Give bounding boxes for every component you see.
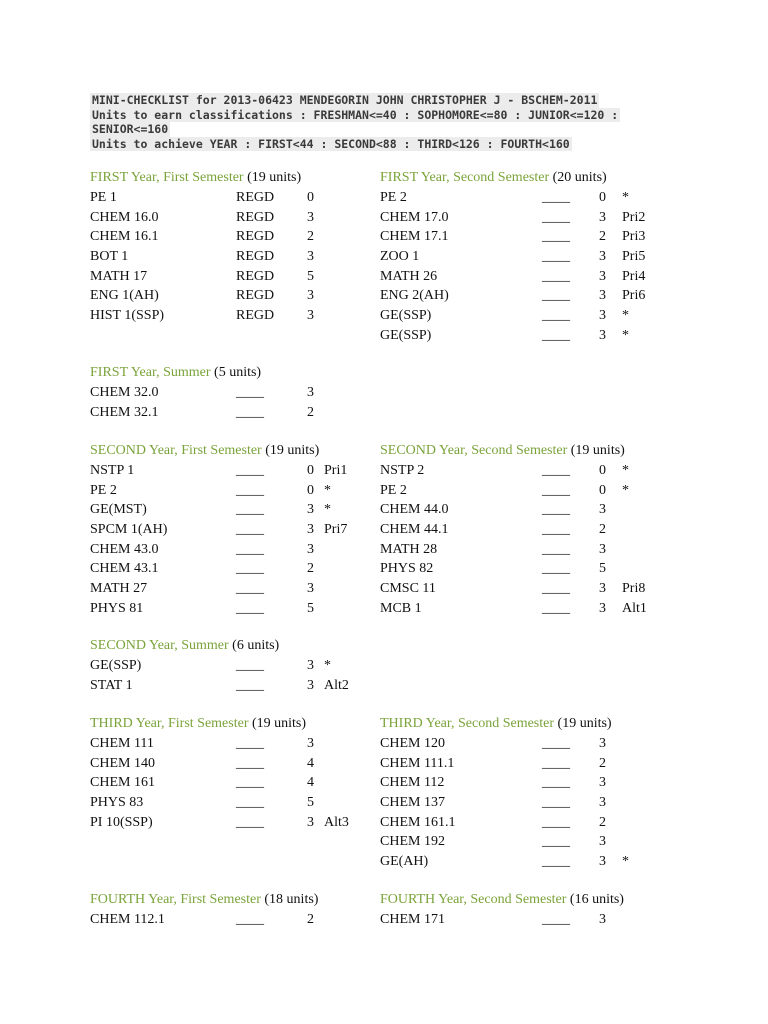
course-code: GE(SSP): [90, 658, 142, 673]
semester-title: [90, 636, 279, 656]
course-code: PHYS 82: [380, 561, 434, 577]
course-row: [90, 656, 331, 676]
course-code: CHEM 111.1: [380, 755, 455, 771]
course-status: ____: [236, 522, 264, 538]
course-units: 0: [599, 482, 606, 498]
semester-units: (16 units): [569, 892, 624, 907]
semester-section: [380, 168, 646, 346]
course-code: GE(SSP): [380, 308, 432, 324]
course-units: 2: [307, 912, 314, 927]
course-note: Pri2: [622, 209, 646, 225]
course-status: ____: [542, 308, 570, 324]
course-units: 3: [307, 736, 314, 751]
course-status: ____: [542, 775, 570, 791]
course-row: [90, 383, 314, 403]
course-row: [90, 520, 348, 540]
course-code: CHEM 44.0: [380, 502, 449, 518]
course-code: STAT 1: [90, 677, 133, 693]
course-code: CHEM 32.1: [90, 404, 159, 420]
semester-name: FOURTH Year, First Semester: [90, 892, 261, 907]
course-status: REGD: [236, 209, 275, 225]
course-row: [90, 403, 314, 423]
course-status: ____: [542, 209, 570, 225]
course-row: [380, 208, 646, 228]
course-units: 0: [307, 463, 314, 478]
course-row: [380, 813, 612, 833]
course-row: [380, 247, 646, 267]
course-status: ____: [542, 482, 570, 498]
course-status: ____: [542, 561, 570, 577]
semester-section: [90, 441, 348, 619]
course-row: [90, 306, 314, 326]
header-classification-line: Units to earn classifications : FRESHMAN<=40 : SOPHOMORE<=80 : JUNIOR<=120 :: [92, 107, 619, 122]
course-units: 3: [599, 288, 606, 304]
course-note: *: [622, 190, 629, 205]
course-units: 3: [599, 600, 606, 616]
semester-name: SECOND Year, Summer: [90, 638, 229, 653]
course-row: [90, 910, 318, 930]
semester-units: (6 units): [232, 638, 280, 653]
course-code: CHEM 16.1: [90, 229, 159, 245]
course-units: 3: [307, 522, 314, 538]
course-units: 3: [307, 308, 314, 324]
course-code: HIST 1(SSP): [90, 308, 165, 324]
course-row: [90, 579, 319, 599]
course-units: 5: [307, 268, 314, 284]
course-note: *: [622, 482, 629, 498]
course-units: 2: [599, 755, 606, 771]
course-status: REGD: [236, 249, 275, 265]
course-units: 3: [599, 912, 606, 927]
course-units: 3: [307, 658, 314, 673]
course-row: [90, 793, 314, 813]
course-row: [90, 813, 349, 833]
course-note: *: [324, 482, 331, 498]
course-status: ____: [542, 522, 570, 538]
course-code: ENG 2(AH): [380, 288, 449, 304]
semester-section: [90, 636, 349, 695]
course-code: ENG 1(AH): [90, 288, 159, 304]
course-units: 2: [307, 404, 314, 420]
course-row: [380, 520, 625, 540]
semester-section: [90, 363, 314, 422]
semester-name: FOURTH Year, Second Semester: [380, 892, 567, 907]
course-row: [90, 267, 314, 287]
course-units: 0: [599, 463, 606, 478]
course-code: PHYS 81: [90, 600, 144, 616]
semester-title: [380, 168, 607, 188]
course-note: Pri4: [622, 268, 646, 284]
course-status: ____: [542, 229, 570, 245]
course-code: MCB 1: [380, 600, 422, 616]
course-status: ____: [236, 482, 264, 498]
course-code: MATH 17: [90, 268, 148, 284]
course-status: ____: [542, 755, 570, 771]
course-status: REGD: [236, 288, 275, 304]
course-units: 3: [599, 854, 606, 870]
course-note: *: [622, 308, 629, 324]
course-units: 3: [307, 385, 314, 400]
course-row: [90, 188, 314, 208]
course-units: 2: [599, 229, 606, 245]
course-row: [380, 306, 629, 326]
course-units: 3: [307, 541, 314, 557]
course-note: Alt2: [324, 677, 349, 693]
semester-units: (19 units): [251, 716, 307, 731]
course-row: [380, 734, 612, 754]
semester-title: [90, 441, 319, 461]
course-code: CHEM 112.1: [90, 912, 165, 927]
course-units: 5: [599, 561, 606, 577]
course-note: Pri7: [324, 522, 348, 538]
semester-name: FIRST Year, Second Semester: [380, 170, 550, 185]
course-note: *: [324, 658, 331, 673]
course-code: CHEM 43.1: [90, 561, 159, 577]
course-status: ____: [542, 814, 570, 830]
course-row: [90, 227, 314, 247]
semester-name: FIRST Year, First Semester: [90, 170, 244, 185]
course-row: [90, 500, 331, 520]
course-status: ____: [236, 581, 264, 597]
course-code: PI 10(SSP): [90, 814, 153, 830]
course-note: Pri6: [622, 288, 646, 304]
course-units: 0: [307, 190, 314, 205]
semester-section: [90, 890, 318, 930]
course-row: [380, 852, 629, 872]
course-code: CHEM 161: [90, 775, 155, 791]
course-code: CHEM 16.0: [90, 209, 159, 225]
course-units: 3: [307, 502, 314, 518]
course-units: 3: [307, 677, 314, 693]
course-code: CMSC 11: [380, 581, 436, 597]
course-code: MATH 28: [380, 541, 438, 557]
semester-units: (19 units): [557, 716, 612, 731]
course-row: [380, 461, 629, 481]
course-status: ____: [236, 404, 264, 420]
semester-units: (18 units): [264, 892, 319, 907]
course-status: ____: [542, 268, 570, 284]
course-code: CHEM 140: [90, 755, 155, 771]
course-units: 3: [599, 249, 606, 265]
course-status: ____: [542, 600, 570, 616]
course-code: MATH 26: [380, 268, 438, 284]
course-units: 3: [599, 502, 606, 518]
course-code: CHEM 44.1: [380, 522, 449, 538]
semester-units: (20 units): [552, 170, 607, 185]
course-note: Pri8: [622, 581, 646, 597]
course-units: 3: [307, 581, 314, 597]
course-row: [380, 599, 647, 619]
course-status: ____: [236, 600, 264, 616]
course-code: NSTP 2: [380, 463, 425, 478]
course-status: ____: [236, 755, 264, 771]
course-code: CHEM 111: [90, 736, 154, 751]
course-status: ____: [236, 658, 264, 673]
course-units: 3: [599, 308, 606, 324]
course-status: REGD: [236, 229, 275, 245]
course-row: [90, 540, 319, 560]
course-row: [90, 461, 348, 481]
course-units: 5: [307, 600, 314, 616]
semester-section: [90, 714, 349, 832]
course-row: [90, 734, 314, 754]
course-note: *: [622, 327, 629, 343]
header-title-line: MINI-CHECKLIST for 2013-06423 MENDEGORIN JOHN CHRISTOPHER J - BSCHEM-2011: [92, 93, 598, 107]
course-code: CHEM 112: [380, 775, 445, 791]
semester-name: THIRD Year, First Semester: [90, 716, 249, 731]
course-code: BOT 1: [90, 249, 129, 265]
course-units: 0: [307, 482, 314, 498]
course-status: ____: [542, 581, 570, 597]
course-units: 3: [599, 736, 606, 751]
course-units: 3: [599, 327, 606, 343]
semester-title: [90, 890, 318, 910]
course-row: [90, 676, 349, 696]
course-note: Pri1: [324, 463, 348, 478]
course-row: [380, 832, 612, 852]
course-status: ____: [542, 463, 570, 478]
course-code: CHEM 137: [380, 795, 445, 811]
course-row: [90, 286, 314, 306]
course-row: [380, 227, 646, 247]
course-units: 3: [599, 581, 606, 597]
course-code: CHEM 161.1: [380, 814, 456, 830]
course-status: ____: [542, 502, 570, 518]
course-status: ____: [542, 541, 570, 557]
semester-title: [380, 441, 625, 461]
course-status: REGD: [236, 190, 275, 205]
course-units: 3: [307, 209, 314, 225]
course-status: ____: [542, 854, 570, 870]
course-status: ____: [236, 463, 264, 478]
course-status: ____: [236, 775, 264, 791]
semester-title: [90, 168, 301, 188]
semester-units: (19 units): [247, 170, 302, 185]
course-units: 4: [307, 755, 314, 771]
semester-name: FIRST Year, Summer: [90, 365, 211, 380]
course-code: GE(MST): [90, 502, 147, 518]
semester-units: (19 units): [570, 443, 625, 458]
course-code: PE 2: [90, 482, 117, 498]
course-code: CHEM 17.1: [380, 229, 449, 245]
course-units: 3: [307, 288, 314, 304]
course-code: CHEM 120: [380, 736, 445, 751]
course-status: ____: [542, 736, 570, 751]
course-status: ____: [236, 385, 264, 400]
course-code: CHEM 171: [380, 912, 445, 927]
course-units: 3: [599, 834, 606, 850]
course-row: [380, 188, 629, 208]
course-code: PE 2: [380, 190, 407, 205]
header-classification-line-cont: SENIOR<=160: [92, 122, 169, 136]
course-row: [90, 481, 331, 501]
course-code: NSTP 1: [90, 463, 135, 478]
course-units: 2: [599, 522, 606, 538]
course-code: CHEM 43.0: [90, 541, 159, 557]
course-row: [380, 910, 624, 930]
course-status: ____: [236, 795, 264, 811]
course-units: 3: [307, 814, 314, 830]
course-status: ____: [542, 327, 570, 343]
course-row: [90, 773, 314, 793]
course-row: [90, 208, 314, 228]
course-note: Alt1: [622, 600, 647, 616]
course-note: Alt3: [324, 814, 349, 830]
course-row: [380, 500, 625, 520]
semester-units: (5 units): [214, 365, 262, 380]
semester-name: THIRD Year, Second Semester: [380, 716, 555, 731]
course-row: [380, 559, 625, 579]
course-code: PHYS 83: [90, 795, 144, 811]
course-row: [380, 481, 629, 501]
course-status: ____: [236, 677, 264, 693]
semester-title: [380, 890, 624, 910]
course-status: ____: [236, 912, 264, 927]
course-row: [380, 286, 646, 306]
course-units: 3: [599, 795, 606, 811]
course-units: 3: [599, 541, 606, 557]
course-row: [90, 559, 319, 579]
semester-units: (19 units): [265, 443, 320, 458]
course-row: [380, 793, 612, 813]
course-code: CHEM 192: [380, 834, 445, 850]
semester-section: [380, 890, 624, 930]
course-status: ____: [542, 249, 570, 265]
course-row: [380, 754, 612, 774]
course-status: ____: [236, 561, 264, 577]
semester-section: [90, 168, 314, 326]
course-code: ZOO 1: [380, 249, 420, 265]
course-row: [90, 754, 314, 774]
header-year-units-line: Units to achieve YEAR : FIRST<44 : SECOND<88 : THIRD<126 : FOURTH<160: [92, 136, 570, 151]
course-row: [380, 540, 625, 560]
semester-name: SECOND Year, Second Semester: [380, 443, 568, 458]
semester-section: [380, 714, 629, 872]
course-code: GE(AH): [380, 854, 429, 870]
course-row: [380, 267, 646, 287]
course-status: ____: [542, 795, 570, 811]
course-note: Pri5: [622, 249, 646, 265]
course-row: [380, 326, 629, 346]
course-note: Pri3: [622, 229, 646, 245]
semester-title: [90, 714, 306, 734]
course-units: 5: [307, 795, 314, 811]
course-status: ____: [542, 912, 570, 927]
course-row: [380, 579, 646, 599]
course-code: PE 2: [380, 482, 407, 498]
course-units: 4: [307, 775, 314, 791]
course-units: 2: [599, 814, 606, 830]
course-code: MATH 27: [90, 581, 148, 597]
course-code: CHEM 17.0: [380, 209, 449, 225]
course-code: SPCM 1(AH): [90, 522, 168, 538]
course-status: ____: [542, 190, 570, 205]
course-status: ____: [542, 834, 570, 850]
course-code: GE(SSP): [380, 327, 432, 343]
course-status: ____: [236, 814, 264, 830]
course-code: PE 1: [90, 190, 117, 205]
course-row: [90, 247, 314, 267]
course-status: ____: [236, 541, 264, 557]
semester-section: [380, 441, 647, 619]
course-units: 0: [599, 190, 606, 205]
semester-title: [380, 714, 612, 734]
course-units: 2: [307, 561, 314, 577]
semester-title: [90, 363, 261, 383]
course-units: 2: [307, 229, 314, 245]
course-row: [90, 599, 319, 619]
course-units: 3: [599, 268, 606, 284]
checklist-header: [90, 93, 620, 151]
course-status: REGD: [236, 308, 275, 324]
course-units: 3: [599, 209, 606, 225]
course-units: 3: [307, 249, 314, 265]
course-code: CHEM 32.0: [90, 385, 159, 400]
course-note: *: [324, 502, 331, 518]
course-status: ____: [236, 502, 264, 518]
course-status: REGD: [236, 268, 275, 284]
semester-name: SECOND Year, First Semester: [90, 443, 262, 458]
course-status: ____: [542, 288, 570, 304]
course-units: 3: [599, 775, 606, 791]
course-note: *: [622, 463, 629, 478]
course-note: *: [622, 854, 629, 870]
course-row: [380, 773, 612, 793]
course-status: ____: [236, 736, 264, 751]
